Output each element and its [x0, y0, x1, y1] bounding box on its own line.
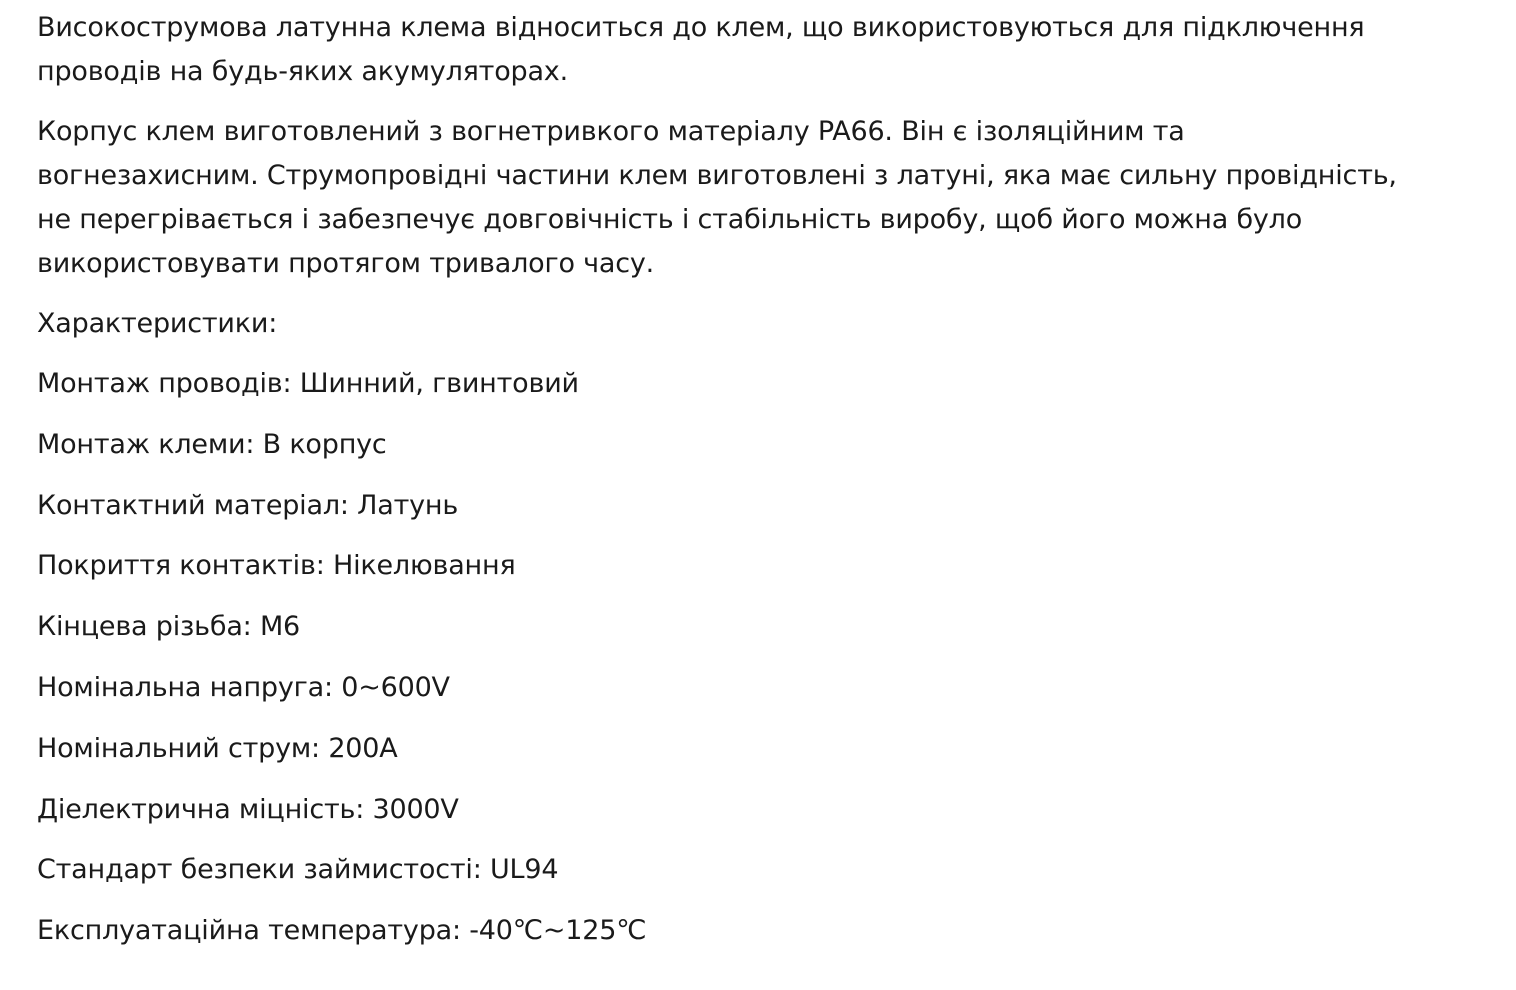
paragraph-line: проводів на будь-яких акумуляторах.: [37, 56, 568, 87]
spec-item: Контактний матеріал: Латунь: [37, 489, 459, 521]
spec-item: Кінцева різьба: М6: [37, 611, 301, 643]
spec-item: Покриття контактів: Нікелювання: [37, 550, 516, 582]
spec-item: Номінальна напруга: 0~600V: [37, 671, 450, 703]
spec-item: Монтаж клеми: В корпус: [37, 428, 387, 460]
paragraph-line: використовувати протягом тривалого часу.: [37, 248, 655, 279]
spec-item: Монтаж проводів: Шинний, гвинтовий: [37, 368, 579, 399]
paragraph-line: Високострумова латунна клема відноситься до клем, що використовуються для підключення: [37, 12, 1365, 43]
paragraph-line: вогнезахисним. Струмопровідні частини клем виготовлені з латуні, яка має сильну провідність,: [37, 160, 1397, 191]
paragraph-line: не перегрівається і забезпечує довговічність і стабільність виробу, щоб його можна було: [37, 204, 1303, 235]
spec-item: Стандарт безпеки займистості: UL94: [37, 854, 559, 886]
spec-item: Експлуатаційна температура: -40℃~125℃: [37, 915, 647, 947]
specs-list: [37, 362, 1467, 970]
paragraph-line: Корпус клем виготовлений з вогнетривкого матеріалу PA66. Він є ізоляційним та: [37, 116, 1185, 147]
specs-heading: Характеристики:: [37, 308, 278, 339]
product-description: [37, 6, 1467, 970]
intro-paragraph-1: [37, 6, 1467, 94]
intro-paragraph-2: [37, 110, 1467, 286]
spec-item: Діелектрична міцність: 3000V: [37, 793, 459, 825]
spec-item: Номінальний струм: 200А: [37, 732, 398, 764]
